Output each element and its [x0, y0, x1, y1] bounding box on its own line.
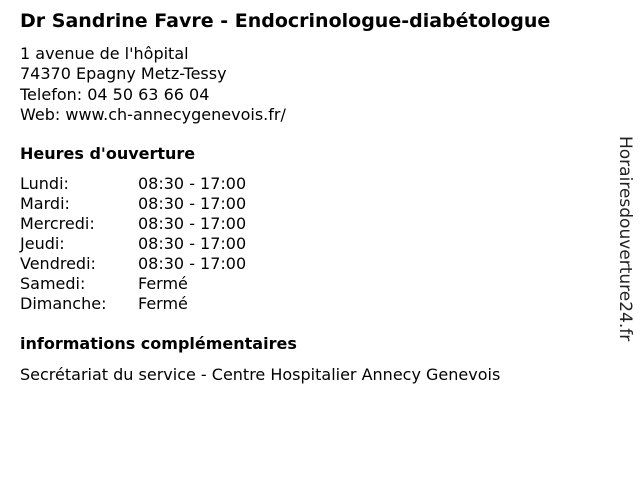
additional-info-heading: informations complémentaires [20, 334, 297, 353]
hours-time: 08:30 - 17:00 [138, 174, 247, 193]
hours-day: Jeudi: [20, 234, 65, 253]
hours-day: Lundi: [20, 174, 69, 193]
hours-row [20, 254, 246, 274]
opening-hours-heading: Heures d'ouverture [20, 144, 196, 163]
hours-day: Mardi: [20, 194, 70, 213]
hours-time: 08:30 - 17:00 [138, 234, 247, 253]
hours-day: Mercredi: [20, 214, 95, 233]
hours-row [20, 174, 246, 194]
site-watermark: Horairesdouverture24.fr [615, 136, 635, 342]
hours-row [20, 234, 246, 254]
hours-time: Fermé [138, 274, 188, 293]
hours-time: Fermé [138, 294, 188, 313]
hours-time: 08:30 - 17:00 [138, 214, 247, 233]
hours-day: Vendredi: [20, 254, 96, 273]
hours-row [20, 294, 246, 314]
hours-time: 08:30 - 17:00 [138, 194, 247, 213]
hours-time: 08:30 - 17:00 [138, 254, 247, 273]
hours-row [20, 214, 246, 234]
page-title: Dr Sandrine Favre - Endocrinologue-diabétologue [20, 10, 551, 32]
hours-row [20, 274, 246, 294]
website: Web: www.ch-annecygenevois.fr/ [20, 104, 286, 124]
opening-hours-table [20, 174, 246, 314]
address-block [20, 44, 286, 125]
additional-info-text: Secrétariat du service - Centre Hospitalier Annecy Genevois [20, 365, 501, 384]
street-address: 1 avenue de l'hôpital [20, 44, 189, 63]
hours-day: Dimanche: [20, 294, 107, 313]
city-address: 74370 Epagny Metz-Tessy [20, 64, 227, 84]
hours-row [20, 194, 246, 214]
hours-day: Samedi: [20, 274, 86, 293]
phone-number: Telefon: 04 50 63 66 04 [20, 84, 210, 104]
